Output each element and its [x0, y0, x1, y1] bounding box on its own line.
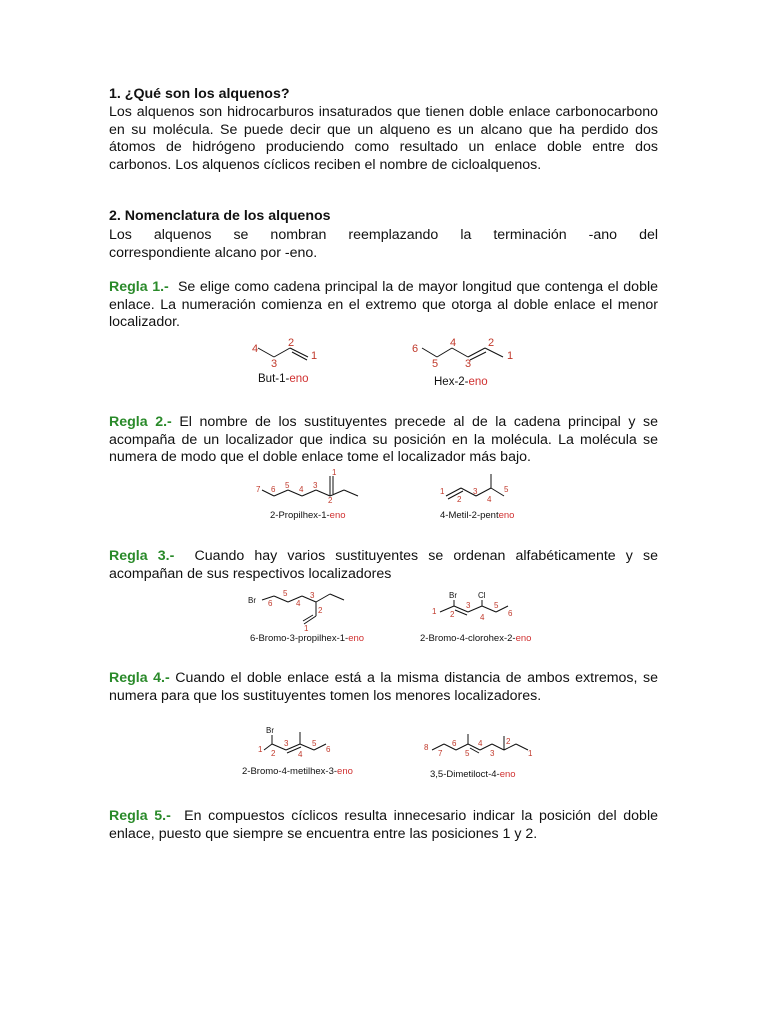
section-2-body-line1: Los alquenos se nombran reemplazando la terminación -ano del [109, 227, 658, 243]
locant: 2 [288, 338, 295, 349]
molecule-hex-2-eno [408, 338, 518, 368]
locant: 5 [283, 589, 288, 598]
locant: 3 [466, 601, 471, 610]
rule-3-label: Regla 3.- [109, 548, 175, 564]
locant: 6 [452, 739, 457, 748]
locant: 5 [504, 485, 509, 494]
locant: 6 [508, 609, 513, 618]
locant: 4 [487, 495, 492, 504]
locant: 3 [284, 739, 289, 748]
name-base: 2-Bromo-4-clorohex-2- [420, 633, 516, 644]
locant: 5 [285, 481, 290, 490]
chlorine-label: Cl [478, 591, 486, 600]
locant: 4 [478, 739, 483, 748]
locant: 8 [424, 743, 429, 752]
molecule-name-3-5-dimetiloct-4-eno [430, 769, 516, 780]
locant: 1 [432, 607, 437, 616]
rule-2-label: Regla 2.- [109, 414, 172, 430]
locant: 1 [440, 487, 445, 496]
locant: 7 [438, 749, 443, 758]
locant: 4 [450, 338, 457, 349]
locant: 3 [310, 591, 315, 600]
rule-1-label: Regla 1.- [109, 279, 169, 295]
locant: 5 [494, 601, 499, 610]
locant: 4 [298, 750, 303, 759]
molecule-name-2-propilhex-1-eno [270, 510, 346, 521]
locant: 1 [332, 468, 337, 477]
molecule-name-6-bromo-3-propilhex-1-eno [250, 633, 364, 644]
locant: 3 [271, 358, 278, 368]
locant: 1 [258, 745, 263, 754]
name-suffix: eno [348, 633, 365, 644]
bromine-label: Br [266, 726, 274, 735]
locant: 2 [271, 749, 276, 758]
locant: 5 [312, 739, 317, 748]
locant: 1 [304, 624, 309, 632]
locant: 1 [311, 350, 318, 362]
molecule-4-metil-2-penteno [436, 472, 516, 504]
rule-5 [109, 808, 658, 843]
section-1-heading: 1. ¿Qué son los alquenos? [109, 86, 290, 102]
name-suffix: eno [337, 766, 353, 777]
molecule-2-propilhex-1-eno [252, 468, 364, 504]
molecule-name-2-bromo-4-metilhex-3-eno [242, 766, 353, 777]
locant: 6 [271, 485, 276, 494]
molecule-name-hex-2-eno [434, 376, 488, 388]
name-suffix: eno [498, 510, 515, 521]
molecule-but-1-eno [250, 338, 330, 368]
molecule-2-bromo-4-clorohex-2-eno [426, 590, 522, 624]
name-base: 2-Bromo-4-metilhex-3- [242, 766, 338, 777]
section-2-heading: 2. Nomenclatura de los alquenos [109, 208, 331, 224]
section-1-body: Los alquenos son hidrocarburos insaturados que tienen doble enlace carbonocarbono en su molécula. Se puede decir que un alqueno es un alcano que ha perdido dos átomos de hidrógeno produciendo como resultado un enlace doble entre dos carbonos. Los alquenos cíclicos reciben el nombre de cicloalquenos. [109, 104, 658, 173]
locant: 3 [313, 481, 318, 490]
section-2-body-line2: correspondiente alcano por -eno. [109, 245, 318, 261]
locant: 3 [473, 487, 478, 496]
locant: 1 [507, 350, 514, 362]
name-suffix: eno [289, 373, 309, 385]
molecule-6-bromo-3-propilhex-1-eno [246, 586, 362, 632]
rule-3-text: Cuando hay varios sustituyentes se ordenan alfabéticamente y se acompañan de sus respectivos localizadores [109, 548, 658, 582]
molecule-3-5-dimetiloct-4-eno [420, 730, 538, 764]
locant: 1 [528, 749, 533, 758]
molecule-name-4-metil-2-penteno [440, 510, 514, 521]
rule-5-label: Regla 5.- [109, 808, 171, 824]
locant: 3 [490, 749, 495, 758]
rule-2-text: El nombre de los sustituyentes precede al de la cadena principal y se acompaña de un localizador que indica su posición en la molécula. La molécula se numera de modo que el doble enlace tome el localizador más bajo. [109, 414, 658, 466]
locant: 2 [488, 338, 495, 349]
bromine-label: Br [449, 591, 457, 600]
name-suffix: eno [329, 510, 346, 521]
rule-4-text: Cuando el doble enlace está a la misma distancia de ambos extremos, se numera para que los sustituyentes tomen los menores localizadores. [109, 670, 658, 704]
bromine-label: Br [248, 596, 256, 605]
locant: 4 [480, 613, 485, 622]
name-base: 6-Bromo-3-propilhex-1- [250, 633, 349, 644]
rule-5-text: En compuestos cíclicos resulta innecesario indicar la posición del doble enlace, puesto que siempre se encuentra entre las posiciones 1 y 2. [109, 808, 658, 842]
name-suffix: eno [499, 769, 516, 780]
locant: 6 [268, 599, 273, 608]
molecule-name-but-1-eno [258, 373, 309, 385]
name-base: 3,5-Dimetiloct-4- [430, 769, 500, 780]
molecule-name-2-bromo-4-clorohex-2-eno [420, 633, 531, 644]
locant: 4 [252, 343, 259, 355]
locant: 6 [326, 745, 331, 754]
molecule-2-bromo-4-metilhex-3-eno [254, 724, 350, 760]
locant: 2 [450, 610, 455, 619]
rule-3 [109, 548, 658, 583]
locant: 3 [465, 358, 472, 368]
locant: 2 [318, 606, 323, 615]
name-base: 4-Metil-2-pent [440, 510, 499, 521]
name-suffix: eno [468, 376, 488, 388]
locant: 2 [457, 495, 462, 504]
name-base: But-1- [258, 373, 290, 385]
name-base: Hex-2- [434, 376, 469, 388]
locant: 4 [299, 485, 304, 494]
locant: 7 [256, 485, 261, 494]
rule-4 [109, 670, 658, 705]
rule-1-text: Se elige como cadena principal la de mayor longitud que contenga el doble enlace. La numeración comienza en el extremo que otorga al doble enlace el menor localizador. [109, 279, 658, 331]
rule-2 [109, 414, 658, 467]
name-base: 2-Propilhex-1- [270, 510, 330, 521]
rule-1 [109, 279, 658, 332]
name-suffix: eno [515, 633, 532, 644]
locant: 5 [465, 749, 470, 758]
locant: 6 [412, 343, 419, 355]
locant: 2 [506, 737, 511, 746]
locant: 5 [432, 358, 439, 368]
rule-4-label: Regla 4.- [109, 670, 170, 686]
locant: 2 [328, 496, 333, 504]
locant: 4 [296, 599, 301, 608]
